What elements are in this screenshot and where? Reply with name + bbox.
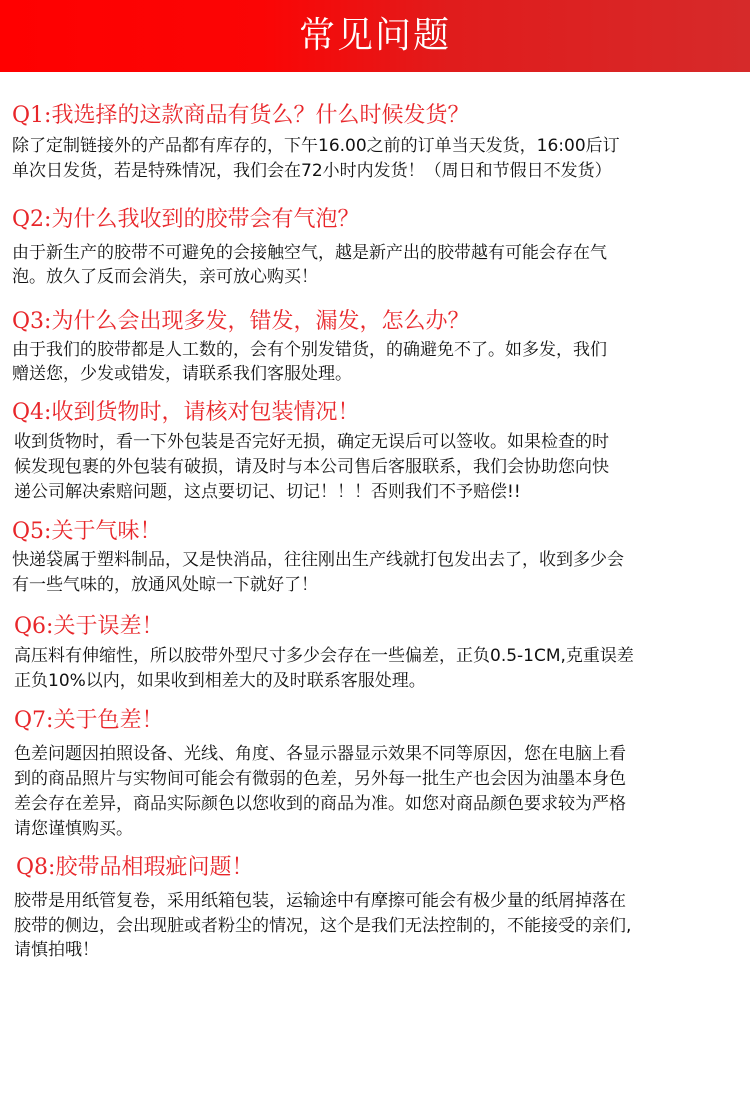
faq-question-q5: Q5:关于气味！ xyxy=(12,519,162,544)
faq-answer-line: 请慎拍哦！ xyxy=(14,940,99,960)
faq-answer-line: 赠送您，少发或错发，请联系我们客服处理。 xyxy=(12,364,352,384)
faq-answer-line: 请您谨慎购买。 xyxy=(14,819,133,839)
faq-answer-line: 收到货物时，看一下外包装是否完好无损，确定无误后可以签收。如果检查的时 xyxy=(14,432,609,452)
faq-answer-line: 单次日发货，若是特殊情况，我们会在72小时内发货！（周日和节假日不发货） xyxy=(12,161,612,181)
faq-answer-line: 泡。放久了反而会消失，亲可放心购买！ xyxy=(12,267,318,287)
faq-answer-line: 到的商品照片与实物间可能会有微弱的色差，另外每一批生产也会因为油墨本身色 xyxy=(14,769,626,789)
faq-question-q8: Q8:胶带品相瑕疵问题！ xyxy=(16,855,254,880)
faq-answer-line: 差会存在差异，商品实际颜色以您收到的商品为准。如您对商品颜色要求较为严格 xyxy=(14,794,626,814)
faq-answer-line: 正负10%以内，如果收到相差大的及时联系客服处理。 xyxy=(14,671,426,691)
faq-question-q1: Q1:我选择的这款商品有货么？什么时候发货？ xyxy=(12,103,470,128)
faq-answer-line: 色差问题因拍照设备、光线、角度、各显示器显示效果不同等原因，您在电脑上看 xyxy=(14,744,626,764)
faq-answer-line: 除了定制链接外的产品都有库存的，下午16.00之前的订单当天发货，16:00后订 xyxy=(12,136,620,156)
faq-answer-line: 由于我们的胶带都是人工数的，会有个别发错货，的确避免不了。如多发，我们 xyxy=(12,340,607,360)
faq-question-q2: Q2:为什么我收到的胶带会有气泡？ xyxy=(12,207,360,232)
faq-answer-line: 胶带是用纸管复卷，采用纸箱包装，运输途中有摩擦可能会有极少量的纸屑掉落在 xyxy=(14,891,626,911)
faq-answer-line: 胶带的侧边，会出现脏或者粉尘的情况，这个是我们无法控制的，不能接受的亲们, xyxy=(14,916,632,936)
faq-question-q7: Q7:关于色差！ xyxy=(14,708,164,733)
faq-answer-line: 由于新生产的胶带不可避免的会接触空气，越是新产出的胶带越有可能会存在气 xyxy=(12,243,607,263)
faq-question-q4: Q4:收到货物时，请核对包装情况！ xyxy=(12,400,360,425)
faq-question-q3: Q3:为什么会出现多发，错发，漏发，怎么办？ xyxy=(12,309,470,334)
faq-answer-line: 递公司解决索赔问题，这点要切记、切记！！！否则我们不予赔偿!! xyxy=(14,482,521,502)
page-title: 常见问题 xyxy=(298,15,451,56)
faq-answer-line: 候发现包裹的外包装有破损，请及时与本公司售后客服联系，我们会协助您向快 xyxy=(14,457,609,477)
faq-answer-line: 高压料有伸缩性，所以胶带外型尺寸多少会存在一些偏差，正负0.5-1CM,克重误差 xyxy=(14,646,634,666)
faq-answer-line: 快递袋属于塑料制品，又是快消品，往往刚出生产线就打包发出去了，收到多少会 xyxy=(12,550,624,570)
faq-answer-line: 有一些气味的，放通风处晾一下就好了！ xyxy=(12,575,318,595)
faq-question-q6: Q6:关于误差！ xyxy=(14,614,164,639)
header-banner xyxy=(0,0,750,72)
